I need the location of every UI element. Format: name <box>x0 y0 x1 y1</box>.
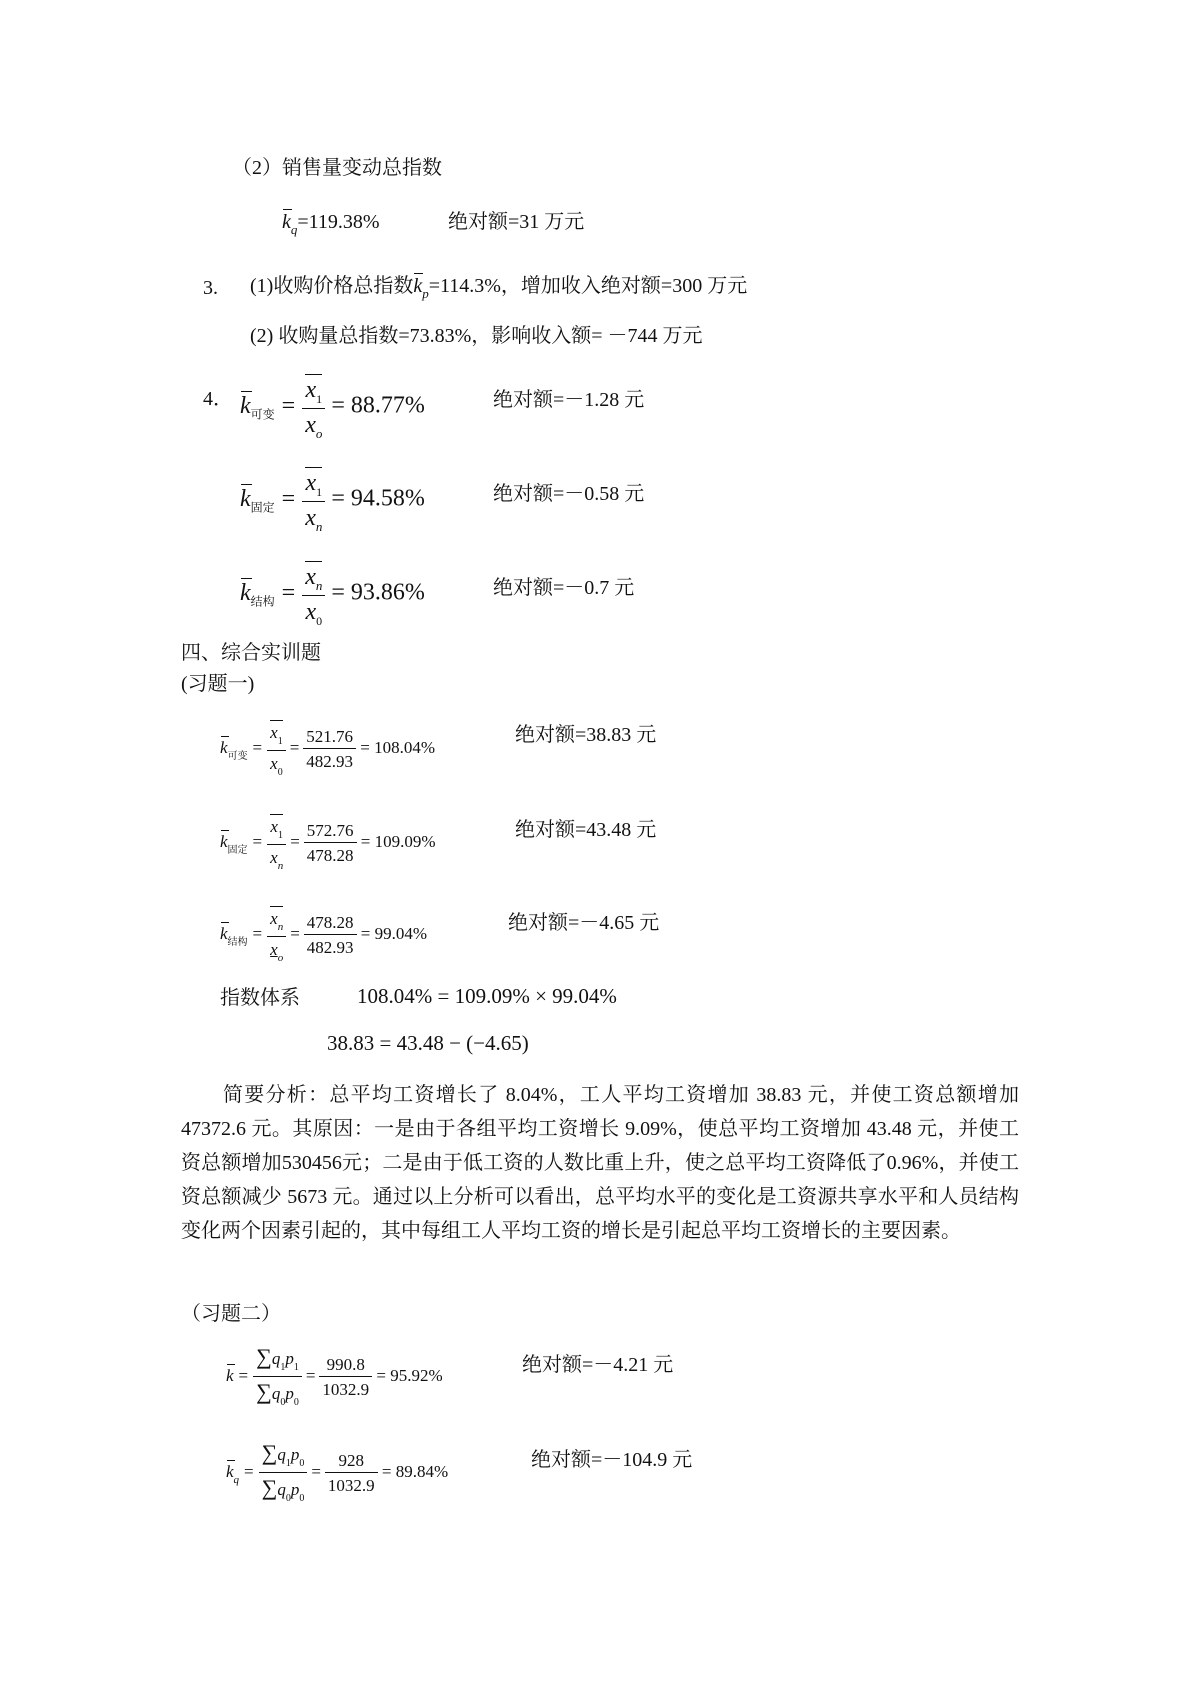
exercise1-label: (习题一) <box>181 673 255 695</box>
analysis-paragraph: 简要分析：总平均工资增长了 8.04%，工人平均工资增加 38.83 元，并使工资总额增加 47372.6 元。其原因：一是由于各组平均工资增长 9.09%，使总平均工资增加 43.48 元，并使工资总额增加530456元；二是由于低工资的人数比重上升，使之总平均工资降低了0.96%，并使工资总额减少 5673 元。通过以上分析可以看出，总平均水平的变化是工资源共享水平和人员结构变化两个因素引起的，其中每组工人平均工资的增长是引起总平均工资增长的主要因素。 <box>181 1084 1019 1242</box>
item3-line2: (2) 收购量总指数=73.83%，影响收入额= －744 万元 <box>250 325 703 347</box>
item4-row-1: $k_{可变}$ = $\frac{x_1}{x_o}$ = 88.77% <box>240 374 425 440</box>
ex1-row-1: $k_{可变}$ = $\frac{x_1}{x_0}$ = $\frac{521.76}{482.93}$ = 108.04% <box>220 720 435 778</box>
sales-index-heading: （2）销售量变动总指数 <box>232 157 442 179</box>
ex1-row-1-value: = 108.04% <box>360 737 436 757</box>
k-subscript: p <box>422 286 429 301</box>
index-system-label: 指数体系 <box>220 987 300 1009</box>
ex1-row-3: $k_{结构}$ = $\frac{x_n}{x_o}$ = $\frac{478.28}{482.93}$ = 99.04% <box>220 906 427 964</box>
k-symbol: k <box>413 275 423 297</box>
ex1-row-2: $k_{固定}$ = $\frac{x_1}{x_n}$ = $\frac{572.76}{478.28}$ = 109.09% <box>220 814 436 872</box>
ex2-row-2-value: = 89.84% <box>381 1461 449 1481</box>
sales-index-formula <box>282 212 380 236</box>
ex2-row-2-abs: 绝对额=－104.9 元 <box>531 1449 693 1471</box>
item3-line1 <box>250 276 747 300</box>
sales-index-abs: 绝对额=31 万元 <box>448 211 585 233</box>
ex1-row-3-value: = 99.04% <box>360 923 428 943</box>
exercise2-label: （习题二） <box>181 1303 281 1325</box>
item4-number: 4． <box>203 388 233 410</box>
index-system-eq1: 108.04% = 109.09% × 99.04% <box>357 984 617 1008</box>
ex2-row-1: k = $\frac{\sum q_1p_1}{\sum q_0p_0}$ = $\frac{990.8}{1032.9}$ = 95.92% <box>226 1344 443 1408</box>
ex1-row-3-abs: 绝对额=－4.65 元 <box>508 912 660 934</box>
index-system-eq2: 38.83 = 43.48 − (−4.65) <box>327 1031 529 1055</box>
item3-number: 3. <box>203 277 218 299</box>
item3-line1-suffix: =114.3%，增加收入绝对额=300 万元 <box>428 275 748 297</box>
k-symbol: k <box>282 211 291 233</box>
item4-row-2: $k_{固定}$ = $\frac{x_1}{x_n}$ = 94.58% <box>240 467 425 533</box>
ex1-row-1-abs: 绝对额=38.83 元 <box>515 724 657 746</box>
section4-heading: 四、综合实训题 <box>181 642 321 664</box>
item4-row-3-value: = 93.86% <box>331 579 425 606</box>
ex1-row-2-abs: 绝对额=43.48 元 <box>515 819 657 841</box>
item4-row-3-abs: 绝对额=－0.7 元 <box>493 577 635 599</box>
sales-index-value: =119.38% <box>297 211 380 233</box>
item4-row-1-abs: 绝对额=－1.28 元 <box>493 389 645 411</box>
item4-row-3: $k_{结构}$ = $\frac{x_n}{x_0}$ = 93.86% <box>240 561 425 627</box>
k-subscript: q <box>290 222 298 237</box>
item4-row-2-value: = 94.58% <box>331 485 425 512</box>
ex2-row-1-abs: 绝对额=－4.21 元 <box>522 1354 674 1376</box>
item4-row-1-value: = 88.77% <box>331 392 425 419</box>
ex2-row-1-value: = 95.92% <box>376 1365 443 1385</box>
item4-row-2-abs: 绝对额=－0.58 元 <box>493 483 645 505</box>
ex2-row-2: $k_q$ = $\frac{\sum q_1p_0}{\sum q_0p_0}$ = $\frac{928}{1032.9}$ = 89.84% <box>226 1440 449 1504</box>
item3-line1-prefix: (1)收购价格总指数 <box>250 275 414 297</box>
ex1-row-2-value: = 109.09% <box>360 831 436 851</box>
